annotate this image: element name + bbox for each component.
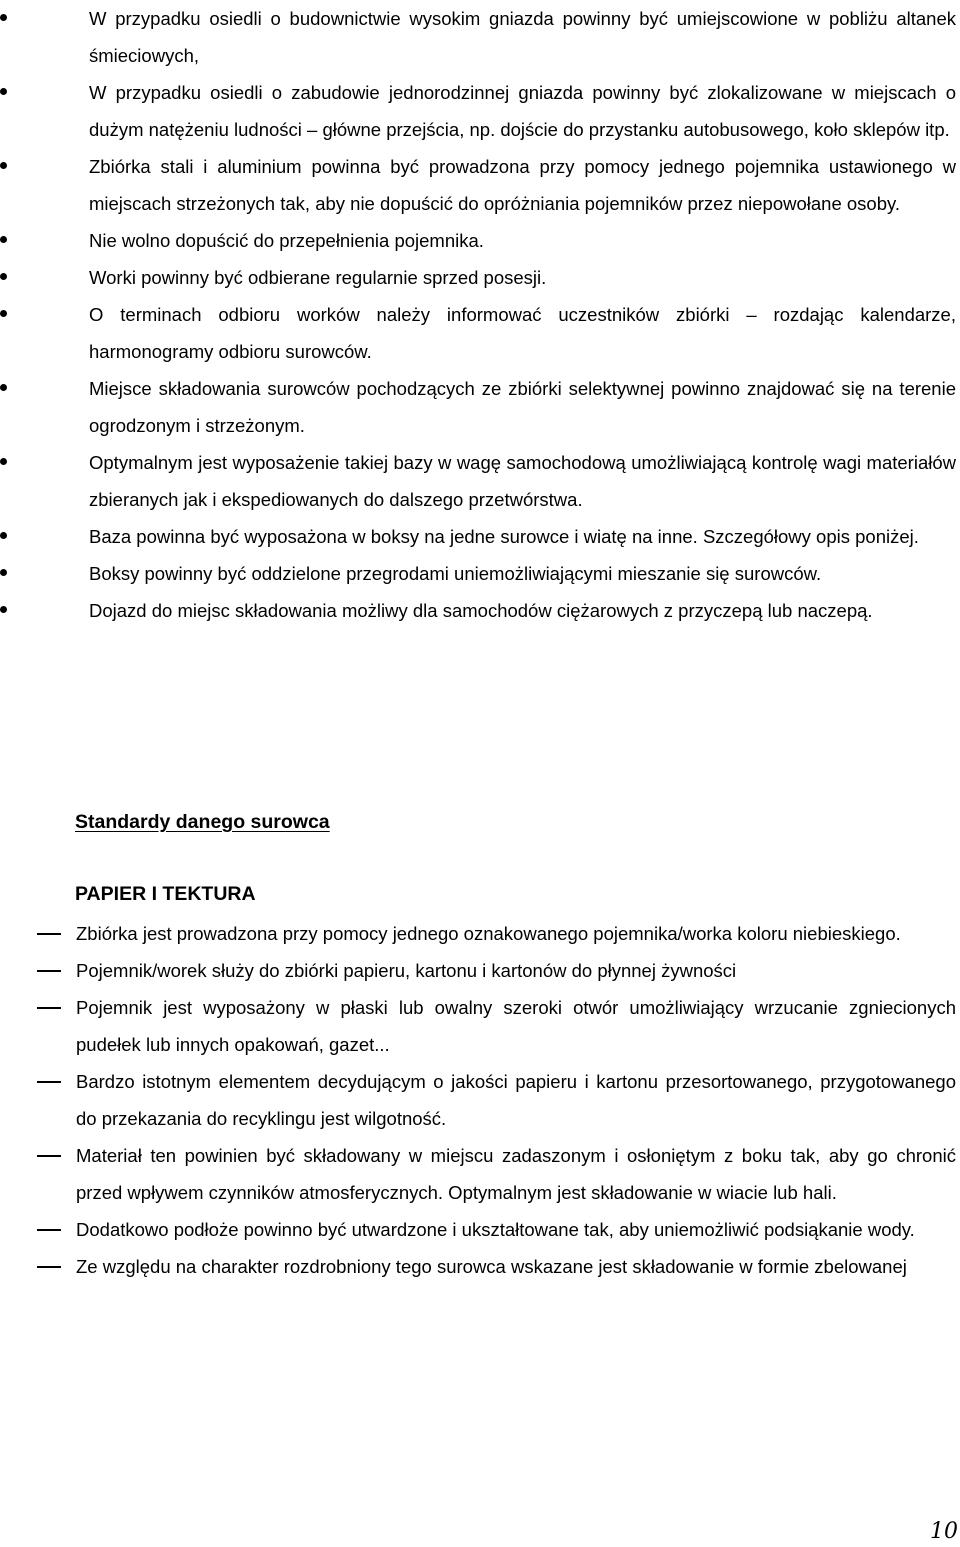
list-item-text: Baza powinna być wyposażona w boksy na jedne surowce i wiatę na inne. Szczegółowy opis poniżej. bbox=[89, 526, 919, 547]
list-item bbox=[0, 296, 960, 370]
list-item-text: Worki powinny być odbierane regularnie sprzed posesji. bbox=[89, 267, 547, 288]
bullet-icon bbox=[0, 532, 7, 539]
list-item bbox=[0, 592, 960, 629]
dash-icon bbox=[37, 1007, 61, 1009]
list-item bbox=[0, 370, 960, 444]
list-item bbox=[0, 259, 960, 296]
dash-icon bbox=[37, 970, 61, 972]
bullet-icon bbox=[0, 606, 7, 613]
list-item-text: Materiał ten powinien być składowany w miejscu zadaszonym i osłoniętym z boku tak, aby go chronić przed wpływem czynników atmosferycznych. Optymalnym jest składowanie w wiacie lub hali. bbox=[76, 1145, 956, 1203]
list-item-text: Miejsce składowania surowców pochodzących ze zbiórki selektywnej powinno znajdować się na terenie ogrodzonym i strzeżonym. bbox=[89, 378, 956, 436]
list-item bbox=[0, 1248, 960, 1285]
bullet-icon bbox=[0, 384, 7, 391]
list-item-text: Zbiórka stali i aluminium powinna być prowadzona przy pomocy jednego pojemnika ustawionego w miejscach strzeżonych tak, aby nie dopuścić do opróżniania pojemników przez niepowołane osoby. bbox=[89, 156, 956, 214]
list-item-text: Optymalnym jest wyposażenie takiej bazy w wagę samochodową umożliwiającą kontrolę wagi materiałów zbieranych jak i ekspediowanych do dalszego przetwórstwa. bbox=[89, 452, 956, 510]
list-item bbox=[0, 148, 960, 222]
list-item bbox=[0, 952, 960, 989]
subsection-heading: PAPIER I TEKTURA bbox=[75, 883, 256, 905]
dash-icon bbox=[37, 1081, 61, 1083]
list-item bbox=[0, 222, 960, 259]
bullet-icon bbox=[0, 162, 7, 169]
list-item bbox=[0, 444, 960, 518]
bullet-icon bbox=[0, 569, 7, 576]
list-item-text: O terminach odbioru worków należy informować uczestników zbiórki – rozdając kalendarze, harmonogramy odbioru surowców. bbox=[89, 304, 956, 362]
list-item-text: Dodatkowo podłoże powinno być utwardzone i ukształtowane tak, aby uniemożliwić podsiąkanie wody. bbox=[76, 1219, 915, 1240]
list-item-text: Bardzo istotnym elementem decydującym o jakości papieru i kartonu przesortowanego, przygotowanego do przekazania do recyklingu jest wilgotność. bbox=[76, 1071, 956, 1129]
list-item bbox=[0, 1211, 960, 1248]
bullet-icon bbox=[0, 236, 7, 243]
section-heading: Standardy danego surowca bbox=[75, 811, 330, 833]
list-item bbox=[0, 1063, 960, 1137]
bullet-icon bbox=[0, 458, 7, 465]
dash-list bbox=[0, 915, 960, 1285]
list-item-text: Zbiórka jest prowadzona przy pomocy jednego oznakowanego pojemnika/worka koloru niebieskiego. bbox=[76, 923, 901, 944]
list-item-text: Pojemnik jest wyposażony w płaski lub owalny szeroki otwór umożliwiający wrzucanie zgniecionych pudełek lub innych opakowań, gazet... bbox=[76, 997, 956, 1055]
dash-icon bbox=[37, 1266, 61, 1268]
bullet-icon bbox=[0, 273, 7, 280]
list-item-text: W przypadku osiedli o budownictwie wysokim gniazda powinny być umiejscowione w pobliżu altanek śmieciowych, bbox=[89, 8, 956, 66]
list-item bbox=[0, 74, 960, 148]
list-item bbox=[0, 555, 960, 592]
bullet-icon bbox=[0, 88, 7, 95]
bullet-list bbox=[0, 0, 960, 629]
list-item-text: Dojazd do miejsc składowania możliwy dla samochodów ciężarowych z przyczepą lub naczepą. bbox=[89, 600, 873, 621]
list-item bbox=[0, 0, 960, 74]
dash-icon bbox=[37, 1155, 61, 1157]
dash-icon bbox=[37, 1229, 61, 1231]
list-item-text: W przypadku osiedli o zabudowie jednorodzinnej gniazda powinny być zlokalizowane w miejscach o dużym natężeniu ludności – główne przejścia, np. dojście do przystanku autobusowego, koło sklepów itp. bbox=[89, 82, 956, 140]
page-number: 10 bbox=[930, 1519, 958, 1544]
list-item-text: Pojemnik/worek służy do zbiórki papieru, kartonu i kartonów do płynnej żywności bbox=[76, 960, 737, 981]
dash-icon bbox=[37, 933, 61, 935]
list-item bbox=[0, 1137, 960, 1211]
bullet-icon bbox=[0, 14, 7, 21]
list-item bbox=[0, 518, 960, 555]
bullet-icon bbox=[0, 310, 7, 317]
list-item bbox=[0, 915, 960, 952]
list-item-text: Ze względu na charakter rozdrobniony tego surowca wskazane jest składowanie w formie zbelowanej bbox=[76, 1256, 907, 1277]
list-item-text: Nie wolno dopuścić do przepełnienia pojemnika. bbox=[89, 230, 484, 251]
list-item bbox=[0, 989, 960, 1063]
list-item-text: Boksy powinny być oddzielone przegrodami uniemożliwiającymi mieszanie się surowców. bbox=[89, 563, 822, 584]
